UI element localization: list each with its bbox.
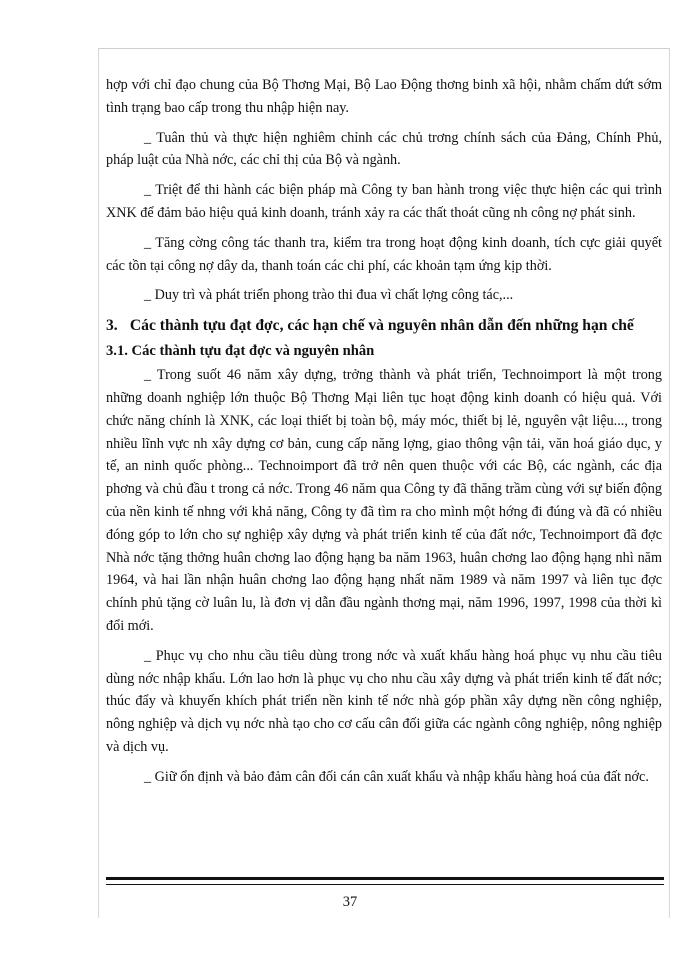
page-number: 37 <box>342 894 358 910</box>
paragraph-trade-balance: _ Giữ ổn định và bảo đảm cân đối cán cân xuất khẩu và nhập khẩu hàng hoá của đất nớc. <box>144 768 649 785</box>
paragraph-consumption: _ Phục vụ cho nhu cầu tiêu dùng trong nớc và xuất khẩu hàng hoá phục vụ nhu cầu tiêu dùng nớc nhập khẩu. Lớn lao hơn là phục vụ cho nhu cầu xây dựng và phát triển kinh tế đất nớc; thúc đẩy và khuyến khích phát triển nền kinh tế nớc nhà góp phần xây dựng nền công nghiệp, nông nghiệp và dịch vụ nớc nhà tạo cho cơ cấu cân đối giữa các ngành công nghiệp, nông nghiệp và dịch vụ. <box>106 647 662 755</box>
paragraph-compliance: _ Tuân thủ và thực hiện nghiêm chỉnh các chủ trơng chính sách của Đảng, Chính Phủ, pháp luật của Nhà nớc, các chỉ thị của Bộ và ngành. <box>106 129 662 169</box>
paragraph-emulation: _ Duy trì và phát triển phong trào thi đua vì chất lợng công tác,... <box>144 287 514 304</box>
section-heading <box>106 314 662 338</box>
footer-rule-thin <box>106 884 664 885</box>
section-title: Các thành tựu đạt đợc, các hạn chế và nguyên nhân dẫn đến những hạn chế <box>129 317 634 335</box>
paragraph-inspection: _ Tăng cờng công tác thanh tra, kiểm tra trong hoạt động kinh doanh, tích cực giải quyết các tồn tại công nợ dây da, thanh toán các chi phí, các khoản tạm ứng kịp thời. <box>106 234 662 274</box>
document-body <box>106 74 662 796</box>
paragraph-achievements: _ Trong suốt 46 năm xây dựng, trởng thành và phát triển, Technoimport là một trong những doanh nghiệp lớn thuộc Bộ Thơng Mại liên tục hoạt động kinh doanh có hiệu quả. Với chức năng chính là XNK, các loại thiết bị toàn bộ, máy móc, thiết bị lẻ, nguyên vật liệu..., trong nhiều lĩnh vực nh xây dựng cơ bản, cung cấp năng lợng, giao thông vận tải, văn hoá giáo dục, y tế, an ninh quốc phòng... Technoimport đã trở nên quen thuộc với các Bộ, các ngành, các địa phơng và chủ đầu t trong cả nớc. Trong 46 năm qua Công ty đã thăng trầm cùng với sự biến động của nền kinh tế nhng với khả năng, Công ty đã tìm ra cho mình một hớng đi đúng và đã có nhiều đóng góp to lớn cho sự nghiệp xây dựng và phát triển kinh tế của đất nớc, Technoimport đã đợc Nhà nớc tặng thởng huân chơng lao động hạng ba năm 1963, huân chơng lao động hạng nhì năm 1964, và hai lần nhận huân chơng lao động hạng nhất năm 1989 và năm 1997 và liên tục đợc chính phủ tặng cờ luân lu, là đơn vị dẫn đầu ngành thơng mại, năm 1996, 1997, 1998 của thời kì đổi mới. <box>106 367 662 634</box>
section-number: 3. <box>106 317 118 335</box>
paragraph-measures: _ Triệt để thi hành các biện pháp mà Công ty ban hành trong việc thực hiện các qui trình XNK để đảm bảo hiệu quả kinh doanh, tránh xảy ra các thất thoát cũng nh công nợ phát sinh. <box>106 182 662 221</box>
paragraph-continuation: hợp với chỉ đạo chung của Bộ Thơng Mại, Bộ Lao Động thơng binh xã hội, nhằm chấm dứt sớm tình trạng bao cấp trong thu nhập hiện nay. <box>106 77 662 116</box>
subsection-heading: 3.1. Các thành tựu đạt đợc và nguyên nhân <box>106 343 375 360</box>
footer-rule-thick <box>106 877 664 880</box>
